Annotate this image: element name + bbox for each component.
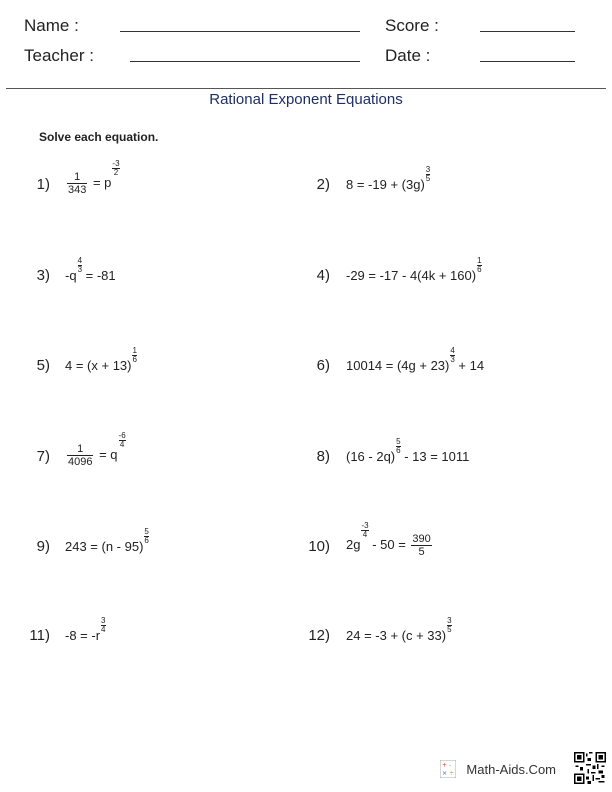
qr-code-icon xyxy=(574,752,606,784)
date-field[interactable] xyxy=(480,61,575,62)
problem-number: 7) xyxy=(36,448,50,465)
fraction xyxy=(112,160,119,176)
problem-equation xyxy=(65,616,106,644)
denominator: 6 xyxy=(132,354,137,364)
exponent xyxy=(476,256,482,274)
exponent xyxy=(118,431,126,449)
equation-text: - 13 = 1011 xyxy=(400,449,470,464)
fraction xyxy=(450,347,454,363)
problem-number: 9) xyxy=(36,538,50,555)
fraction xyxy=(361,522,368,538)
problem-equation xyxy=(346,616,452,644)
fraction xyxy=(119,432,126,448)
denominator: 4 xyxy=(101,624,106,634)
equation-text: 24 = -3 + (c + 33) xyxy=(346,628,447,643)
denominator: 6 xyxy=(396,445,401,455)
denominator: 2 xyxy=(113,167,119,177)
exponent xyxy=(449,346,455,364)
exponent xyxy=(446,616,452,634)
teacher-label: Teacher : xyxy=(24,46,94,65)
numerator: 1 xyxy=(477,256,482,265)
exponent xyxy=(143,527,149,545)
equation-text: = -81 xyxy=(82,268,116,283)
problem-number: 8) xyxy=(316,448,330,465)
exponent xyxy=(360,521,369,539)
exponent xyxy=(100,616,106,634)
equation-text: 2g xyxy=(346,537,361,553)
fraction xyxy=(132,347,136,363)
denominator: 5 xyxy=(418,546,425,559)
numerator: 1 xyxy=(67,443,93,456)
equation-text: = p xyxy=(89,175,112,191)
problem-number: 4) xyxy=(316,267,330,284)
denominator: 4 xyxy=(119,439,125,449)
fraction xyxy=(67,443,93,468)
fraction xyxy=(411,533,431,558)
numerator: 5 xyxy=(144,527,149,536)
denominator: 3 xyxy=(450,354,455,364)
math-aids-logo-icon xyxy=(440,760,456,778)
equation-text: -8 = -r xyxy=(65,628,101,643)
denominator: 343 xyxy=(68,184,87,197)
denominator: 5 xyxy=(425,173,431,183)
problem-equation xyxy=(346,346,485,374)
denominator: 6 xyxy=(477,264,482,274)
name-label: Name : xyxy=(24,16,79,35)
numerator: 5 xyxy=(396,437,401,446)
problem-number: 11) xyxy=(29,627,50,644)
instructions: Solve each equation. xyxy=(39,130,159,144)
denominator: 4 xyxy=(362,529,368,539)
equation-text: + 14 xyxy=(454,358,485,373)
numerator: 3 xyxy=(101,616,106,625)
svg-text:-: - xyxy=(449,762,452,769)
fraction xyxy=(144,528,148,544)
equation-text: 243 = (n - 95) xyxy=(65,539,144,554)
fraction xyxy=(396,438,400,454)
problem-equation xyxy=(65,527,149,555)
fraction xyxy=(101,617,105,633)
numerator: 4 xyxy=(450,346,455,355)
equation-text: -q xyxy=(65,268,77,283)
equation-text: (16 - 2q) xyxy=(346,449,396,464)
denominator: 5 xyxy=(447,624,452,634)
numerator: 390 xyxy=(412,533,431,545)
problem-equation xyxy=(346,256,482,284)
problem-equation xyxy=(346,437,470,465)
exponent xyxy=(395,437,401,455)
fraction xyxy=(67,171,87,196)
score-label: Score : xyxy=(385,16,439,35)
fraction xyxy=(447,617,451,633)
numerator: 1 xyxy=(132,346,137,355)
svg-text:+: + xyxy=(442,762,448,769)
fraction xyxy=(78,257,82,273)
header-divider xyxy=(6,88,606,89)
teacher-field[interactable] xyxy=(130,61,360,62)
problem-number: 1) xyxy=(36,176,50,193)
problem-number: 2) xyxy=(316,176,330,193)
exponent xyxy=(77,256,83,274)
problem-number: 3) xyxy=(36,267,50,284)
name-field[interactable] xyxy=(120,31,360,32)
svg-text:×: × xyxy=(442,770,448,777)
equation-text: 4 = (x + 13) xyxy=(65,358,132,373)
score-field[interactable] xyxy=(480,31,575,32)
brand-name: Math-Aids.Com xyxy=(466,762,556,777)
numerator: -3 xyxy=(112,159,120,168)
equation-text: 10014 = (4g + 23) xyxy=(346,358,450,373)
equation-text: 8 = -19 + (3g) xyxy=(346,177,425,192)
date-label: Date : xyxy=(385,46,431,65)
fraction xyxy=(477,257,481,273)
numerator: 1 xyxy=(67,171,87,184)
problem-number: 12) xyxy=(308,627,330,644)
exponent xyxy=(111,159,120,177)
worksheet-title: Rational Exponent Equations xyxy=(209,91,403,108)
equation-text: = q xyxy=(95,447,118,463)
svg-text:÷: ÷ xyxy=(449,770,455,777)
exponent xyxy=(425,165,431,183)
problem-equation xyxy=(346,165,431,193)
exponent xyxy=(131,346,137,364)
equation-text: - 50 = xyxy=(368,537,410,553)
problem-equation xyxy=(65,159,120,197)
numerator: 3 xyxy=(447,616,452,625)
fraction xyxy=(426,166,430,182)
problem-number: 10) xyxy=(308,538,330,555)
denominator: 3 xyxy=(77,264,83,274)
denominator: 6 xyxy=(144,535,149,545)
numerator: 4 xyxy=(77,256,83,265)
numerator: 3 xyxy=(425,165,431,174)
problem-number: 6) xyxy=(316,357,330,374)
problem-equation xyxy=(65,346,137,374)
problem-equation xyxy=(346,521,434,559)
problem-equation xyxy=(65,256,116,284)
numerator: -6 xyxy=(118,431,126,440)
problem-number: 5) xyxy=(36,357,50,374)
denominator: 4096 xyxy=(68,456,93,469)
problem-equation xyxy=(65,431,126,469)
numerator: -3 xyxy=(361,521,369,530)
equation-text: -29 = -17 - 4(4k + 160) xyxy=(346,268,477,283)
